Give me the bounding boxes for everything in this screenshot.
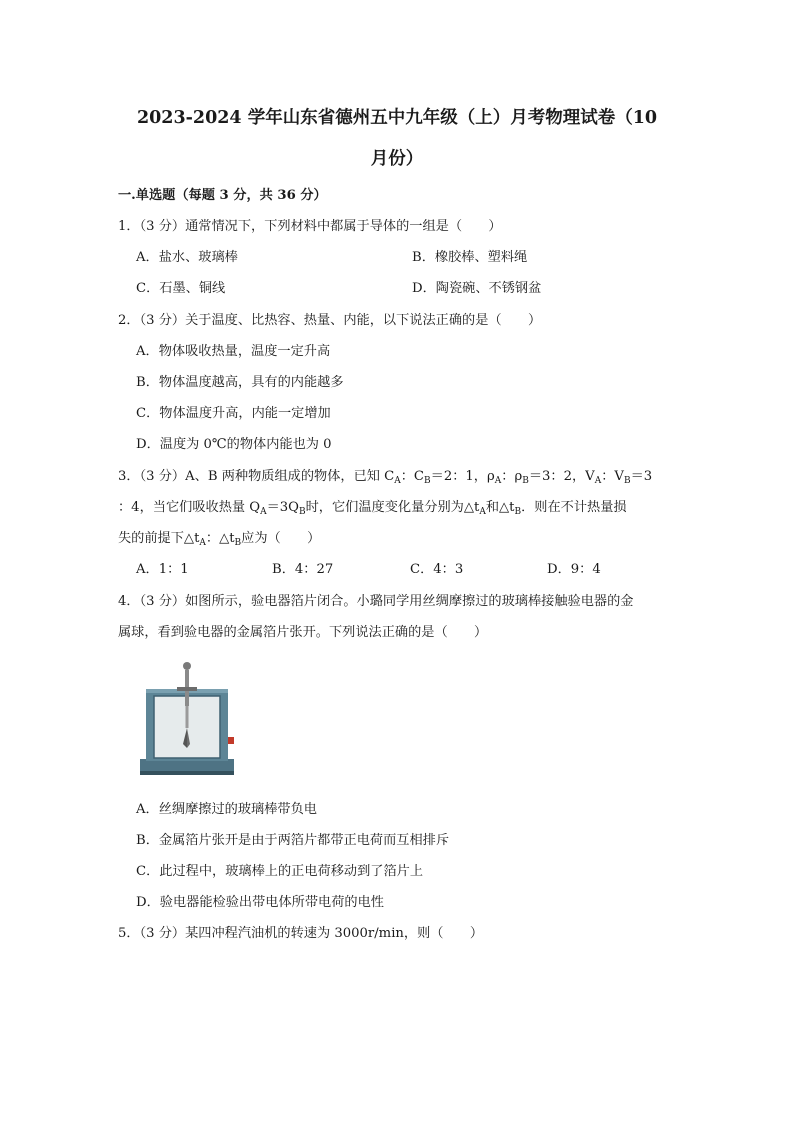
- question-3-option-c: C．4：3: [410, 562, 464, 577]
- question-3-option-d: D．9：4: [547, 562, 601, 577]
- question-4-stem-line1: 4．（3 分）如图所示，验电器箔片闭合。小璐同学用丝绸摩擦过的玻璃棒接触验电器的金: [118, 594, 634, 609]
- question-4-option-c: C．此过程中，玻璃棒上的正电荷移动到了箔片上: [136, 864, 424, 879]
- question-3-stem-line1: 3．（3 分）A、B 两种物质组成的物体，已知 $C_A$：$C_B=2$：1，$\rho_A$：$\rho_B=3$：2，$V_A$：$V_B=3$: [118, 469, 653, 486]
- question-5-stem: 5．（3 分）某四冲程汽油机的转速为 3000r/min，则（ ）: [118, 926, 484, 941]
- question-3-option-b: B．4：27: [272, 562, 334, 577]
- exam-title-line1: 2023-2024 学年山东省德州五中九年级（上）月考物理试卷（10: [136, 108, 658, 128]
- question-4-option-b: B．金属箔片张开是由于两箔片都带正电荷而互相排斥: [136, 833, 450, 848]
- question-2-option-b: B．物体温度越高，具有的内能越多: [136, 375, 344, 390]
- electroscope-side-knob: [228, 737, 234, 744]
- section-heading: 一.单选题（每题 3 分，共 36 分）: [118, 188, 327, 203]
- electroscope-figure: [136, 656, 238, 780]
- electroscope-base: [140, 759, 234, 773]
- question-1-option-d: D．陶瓷碗、不锈钢盆: [412, 281, 542, 296]
- question-1-stem: 1．（3 分）通常情况下，下列材料中都属于导体的一组是（ ）: [118, 219, 502, 234]
- question-1-option-c: C．石墨、铜线: [136, 281, 226, 296]
- electroscope-knob: [183, 662, 191, 670]
- exam-title-line2: 月份）: [370, 149, 424, 169]
- question-1-option-b: B．橡胶棒、塑料绳: [412, 250, 528, 265]
- question-2-option-a: A．物体吸收热量，温度一定升高: [136, 344, 331, 359]
- question-4-stem-line2: 属球，看到验电器的金属箔片张开。下列说法正确的是（ ）: [118, 625, 488, 640]
- question-2-option-c: C．物体温度升高，内能一定增加: [136, 406, 331, 421]
- question-3-stem-line2: ：4，当它们吸收热量 $Q_A=3Q_B$时，它们温度变化量分别为$\triangle t_A$和$\triangle t_B$．则在不计热量损: [118, 500, 627, 517]
- question-2-option-d: D．温度为 0℃的物体内能也为 0: [136, 437, 332, 452]
- question-3-stem-line3: 失的前提下$\triangle t_A$：$\triangle t_B$应为（ ）: [118, 531, 321, 548]
- question-1-option-a: A．盐水、玻璃棒: [136, 250, 238, 265]
- question-3-option-a: A．1：1: [136, 562, 189, 577]
- question-2-stem: 2．（3 分）关于温度、比热容、热量、内能，以下说法正确的是（ ）: [118, 313, 542, 328]
- question-4-option-a: A．丝绸摩擦过的玻璃棒带负电: [136, 802, 317, 817]
- question-4-option-d: D．验电器能检验出带电体所带电荷的电性: [136, 895, 384, 910]
